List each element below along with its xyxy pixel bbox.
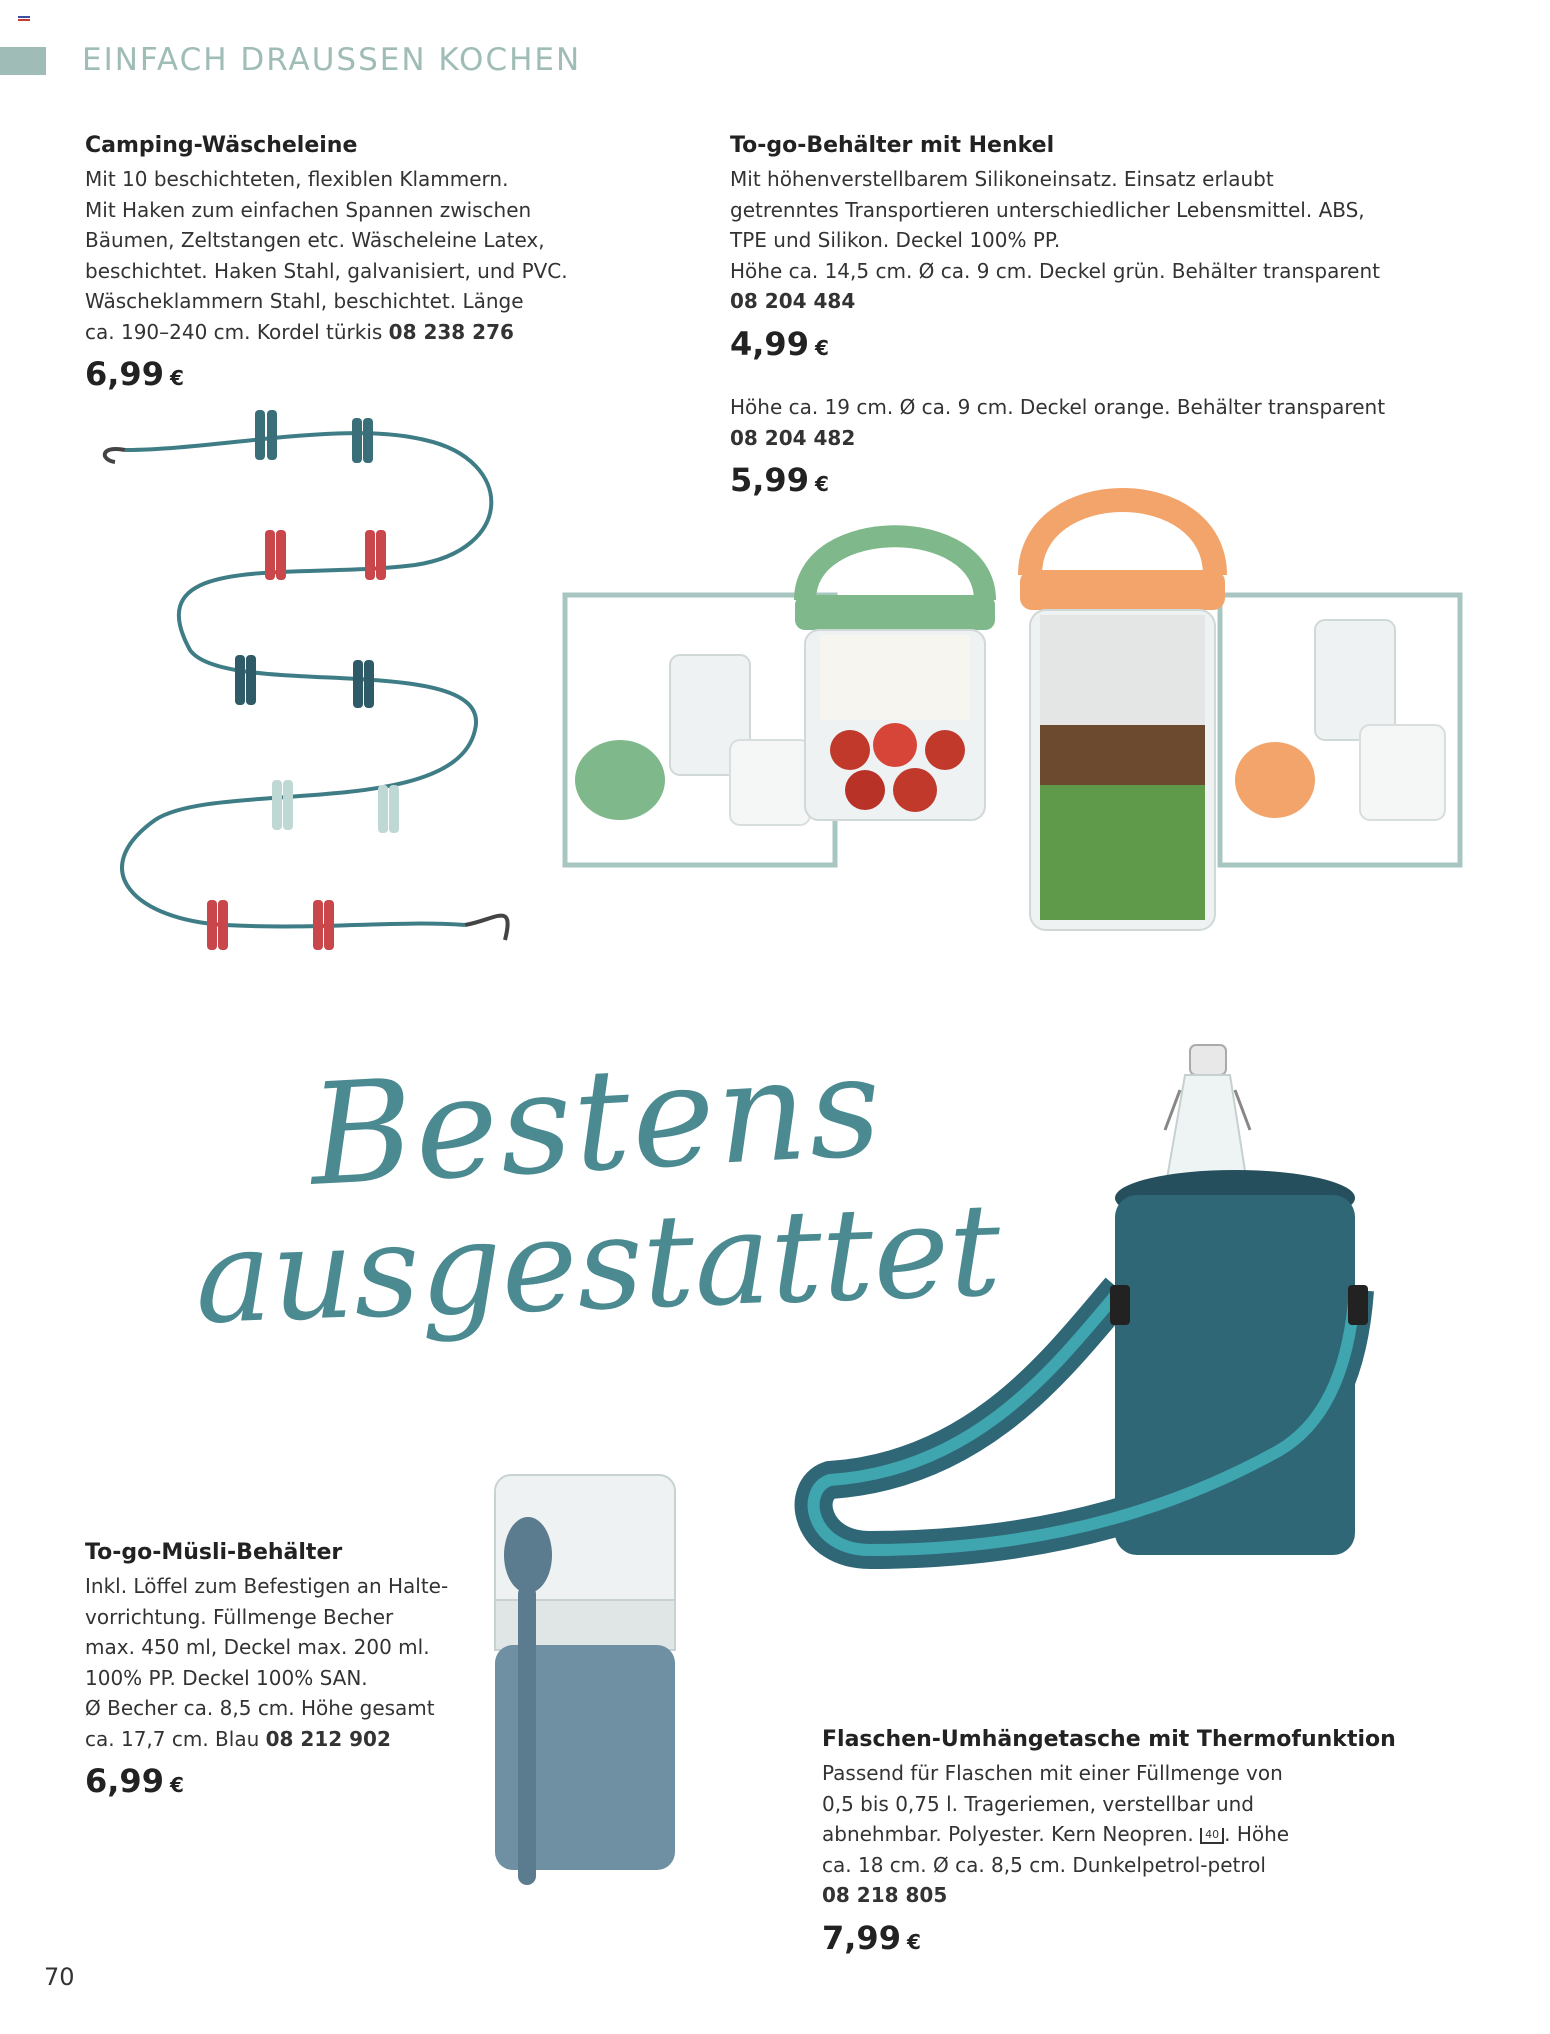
description-line: Bäumen, Zeltstangen etc. Wäscheleine Latex,	[85, 228, 545, 252]
article-number: 08 238 276	[388, 319, 514, 344]
product-description	[822, 1758, 1422, 1911]
article-number: 08 212 902	[265, 1726, 391, 1751]
description-line: 0,5 bis 0,75 l. Trageriemen, verstellbar und	[822, 1791, 1254, 1816]
description-line: Wäscheklammern Stahl, beschichtet. Länge	[85, 289, 524, 313]
currency: €	[814, 472, 829, 496]
description-line: Ø Becher ca. 8,5 cm. Höhe gesamt	[85, 1696, 435, 1720]
price-value: 7,99	[822, 1918, 901, 1957]
description-line: Inkl. Löffel zum Befestigen an Halte-	[85, 1574, 449, 1598]
product-description	[85, 164, 605, 347]
description-line: ca. 17,7 cm. Blau	[85, 1726, 266, 1751]
wash-symbol-icon: 40	[1200, 1828, 1224, 1844]
price	[730, 325, 1410, 363]
togo-containers-image	[565, 495, 1485, 945]
description-line: Höhe ca. 19 cm. Ø ca. 9 cm. Deckel orange. Behälter transparent	[730, 395, 1386, 419]
headline-line-1: Bestens	[306, 1025, 887, 1218]
currency: €	[169, 1773, 184, 1797]
bottle-bag-image	[810, 1030, 1430, 1690]
currency: €	[906, 1929, 921, 1954]
price	[730, 461, 1410, 499]
description-line: Passend für Flaschen mit einer Füllmenge von	[822, 1761, 1283, 1785]
clothesline-image	[95, 400, 535, 970]
description-line: beschichtet. Haken Stahl, galvanisiert, und PVC.	[85, 258, 568, 283]
description-line: Mit höhenverstellbarem Silikoneinsatz. Einsatz erlaubt	[730, 167, 1274, 191]
product-title: To-go-Müsli-Behälter	[85, 1540, 343, 1565]
price-value: 5,99	[730, 461, 809, 499]
product-title: Camping-Wäscheleine	[85, 133, 358, 158]
currency: €	[169, 366, 184, 390]
description-line: Höhe ca. 14,5 cm. Ø ca. 9 cm. Deckel grün. Behälter transparent	[730, 258, 1380, 283]
flag-icon	[18, 16, 30, 24]
product-description	[85, 1571, 505, 1754]
description-line: ca. 18 cm. Ø ca. 8,5 cm. Dunkelpetrol-petrol	[822, 1852, 1266, 1877]
description-line: TPE und Silikon. Deckel 100% PP.	[730, 228, 1061, 252]
description-line: Mit 10 beschichteten, flexiblen Klammern.	[85, 167, 509, 191]
section-title: EINFACH DRAUSSEN KOCHEN	[82, 42, 582, 78]
clip-icon	[207, 410, 399, 950]
description-line: abnehmbar. Polyester. Kern Neopren.	[822, 1822, 1201, 1846]
description-line: Mit Haken zum einfachen Spannen zwischen	[85, 197, 532, 222]
price	[85, 1762, 505, 1800]
price-value: 6,99	[85, 1762, 164, 1800]
description-line: ca. 190–240 cm. Kordel türkis	[85, 319, 389, 344]
page-number: 70	[44, 1963, 75, 1991]
product-clothesline	[85, 133, 605, 393]
product-description	[730, 164, 1410, 317]
muesli-container-image	[480, 1460, 700, 1900]
product-muesli-container	[85, 1540, 505, 1800]
description-line: 100% PP. Deckel 100% SAN.	[85, 1665, 368, 1690]
product-togo-container-variant	[730, 392, 1410, 499]
article-number: 08 204 484	[730, 289, 856, 313]
price	[85, 355, 605, 393]
product-title: To-go-Behälter mit Henkel	[730, 133, 1055, 158]
currency: €	[814, 335, 829, 360]
article-number: 08 218 805	[822, 1883, 948, 1907]
description-line: . Höhe	[1224, 1822, 1290, 1846]
section-color-bar	[0, 47, 46, 75]
description-line: max. 450 ml, Deckel max. 200 ml.	[85, 1635, 430, 1659]
description-line: vorrichtung. Füllmenge Becher	[85, 1604, 394, 1629]
product-togo-container	[730, 133, 1410, 363]
product-bottle-bag	[822, 1727, 1422, 1957]
product-description	[730, 392, 1410, 453]
price-value: 4,99	[730, 324, 809, 363]
article-number: 08 204 482	[730, 425, 856, 450]
headline-line-2: ausgestattet	[192, 1175, 1003, 1354]
price-value: 6,99	[85, 355, 164, 393]
price	[822, 1919, 1422, 1957]
description-line: getrenntes Transportieren unterschiedlicher Lebensmittel. ABS,	[730, 197, 1365, 222]
product-title: Flaschen-Umhängetasche mit Thermofunktion	[822, 1727, 1396, 1752]
